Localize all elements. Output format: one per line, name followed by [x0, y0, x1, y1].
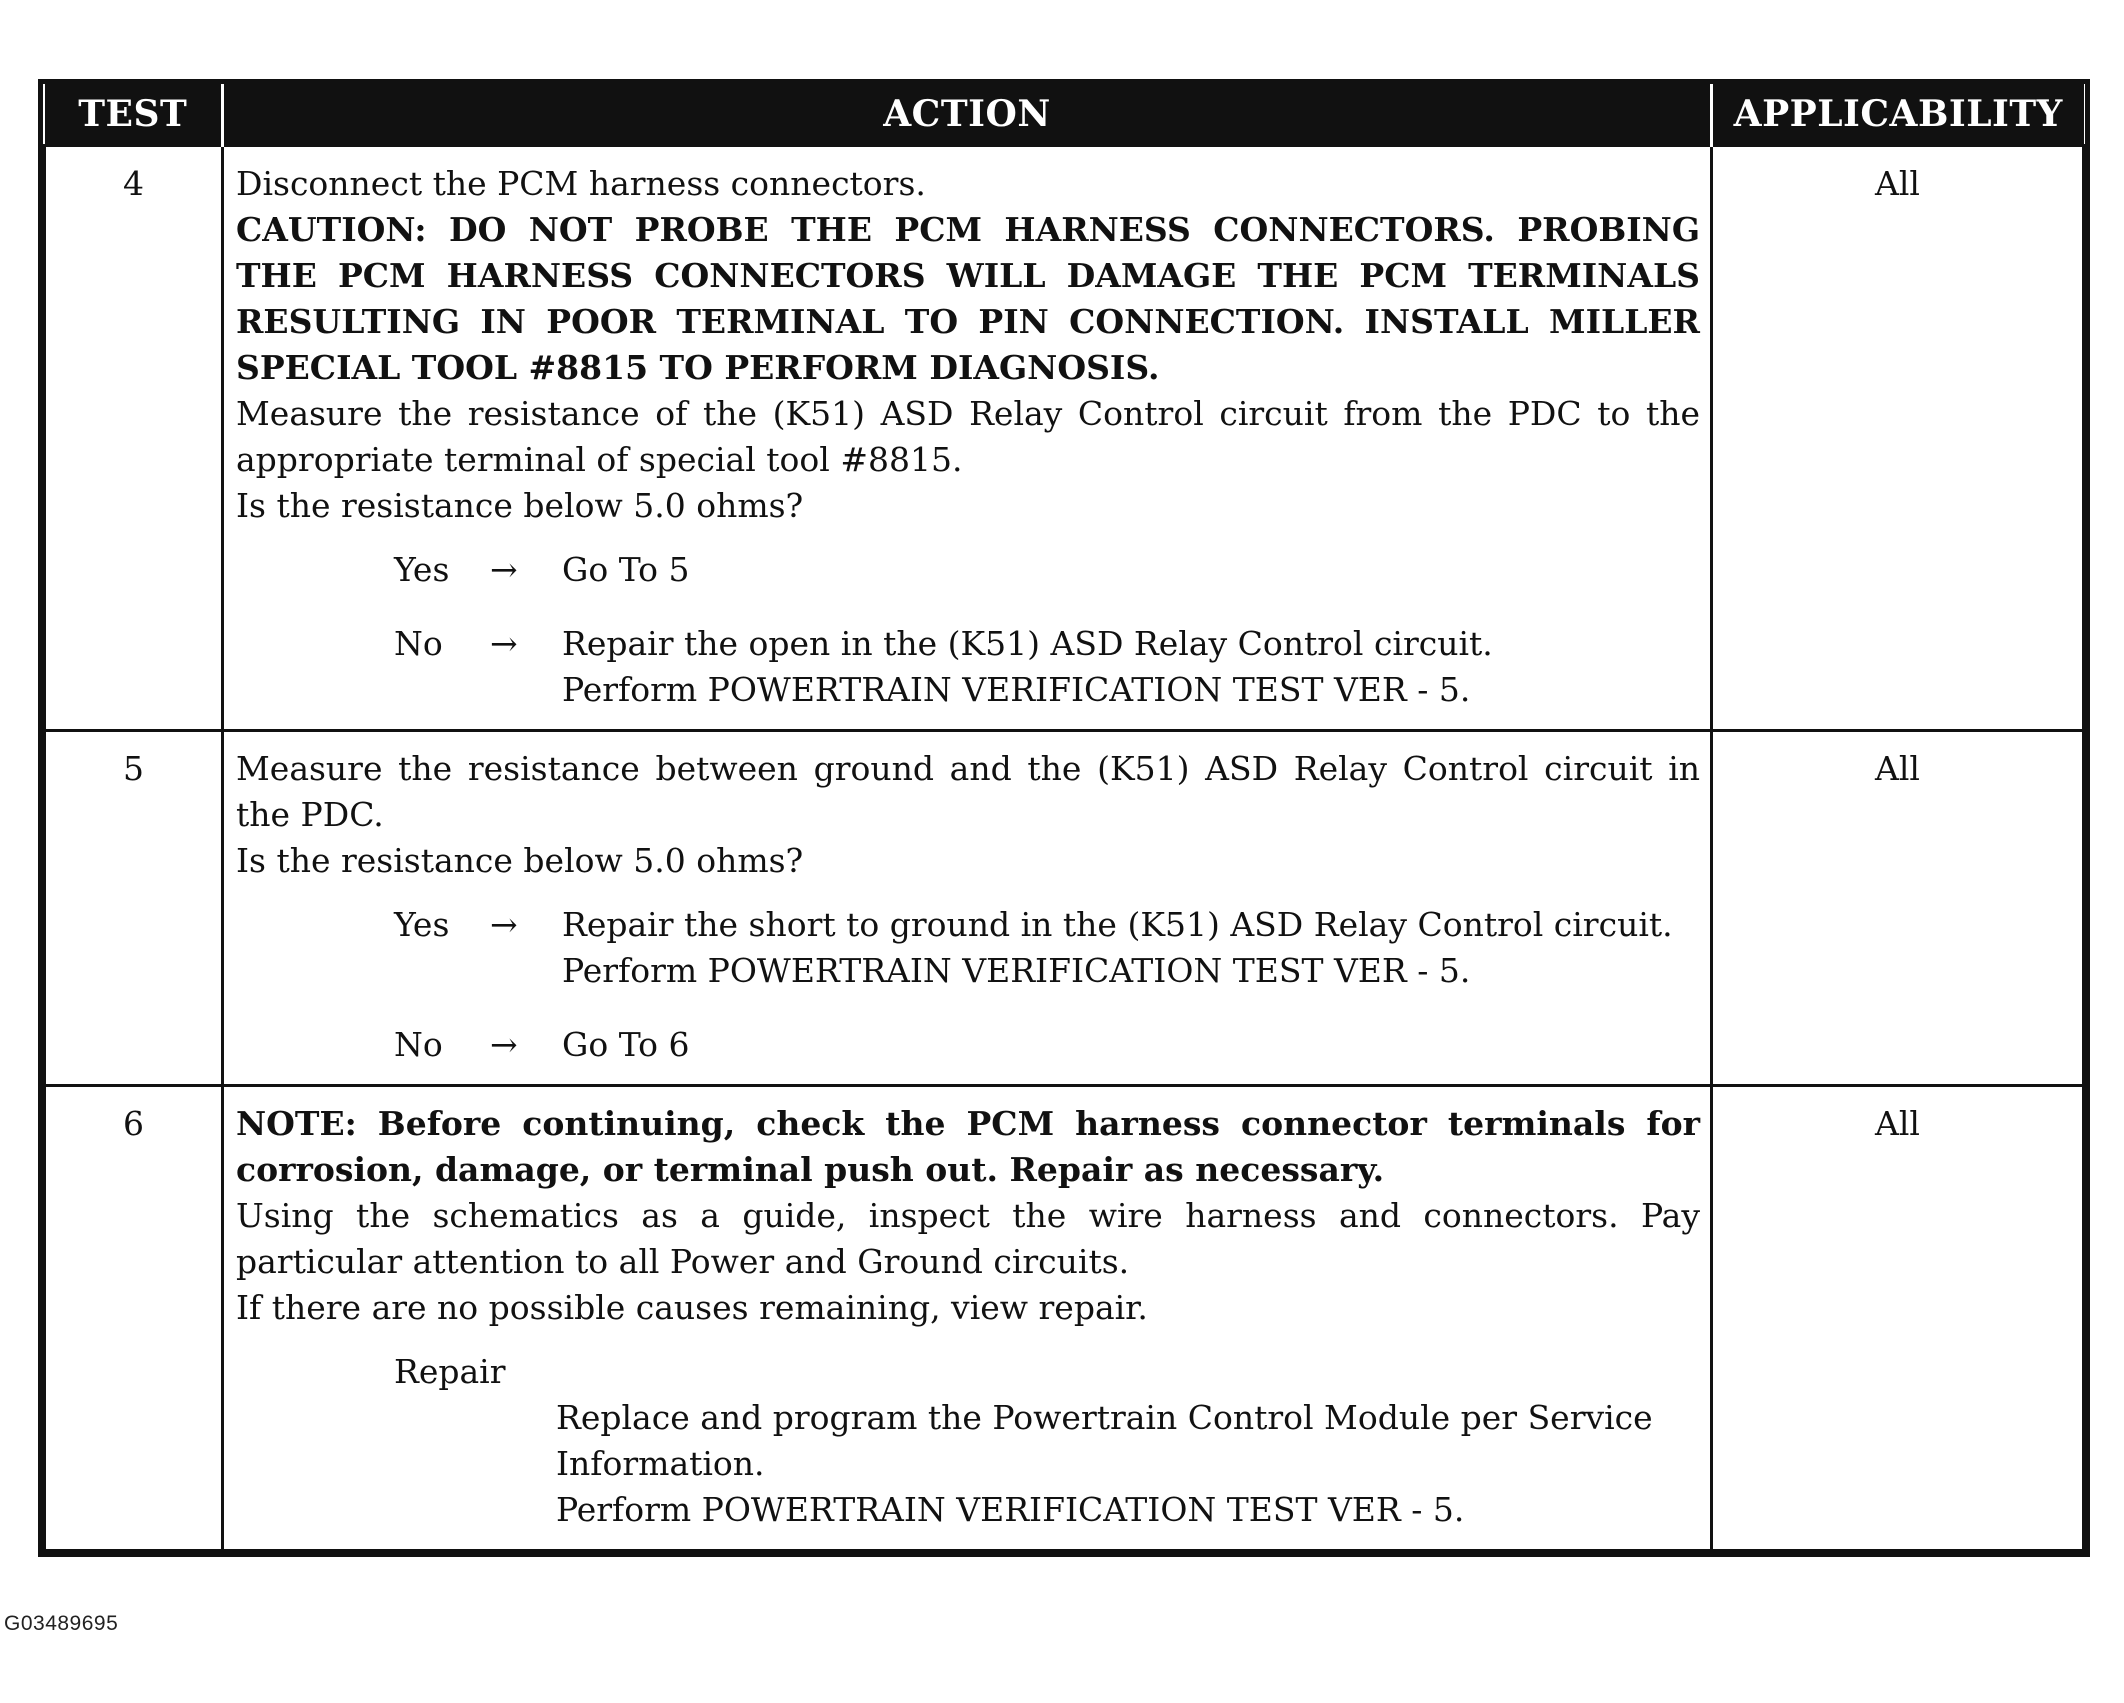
- applicability-value: All: [1712, 1086, 2084, 1551]
- step-intro: Disconnect the PCM harness connectors.: [236, 164, 926, 203]
- note-text: NOTE: Before continuing, check the PCM harness connector terminals for corrosion, damage, or terminal push out. Repair as necessary.: [236, 1104, 1700, 1189]
- branch-result-line: Perform POWERTRAIN VERIFICATION TEST VER - 5.: [562, 670, 1471, 709]
- branch-result-line: Repair the open in the (K51) ASD Relay Control circuit.: [562, 624, 1493, 663]
- action-cell: [223, 731, 1712, 1086]
- branch-result: [562, 902, 1700, 994]
- repair-line: Perform POWERTRAIN VERIFICATION TEST VER - 5.: [556, 1490, 1465, 1529]
- header-action: ACTION: [223, 84, 1712, 146]
- test-number: 6: [45, 1086, 223, 1551]
- header-row: [45, 84, 2084, 146]
- test-number: 5: [45, 731, 223, 1086]
- step-instruction: Measure the resistance between ground and the (K51) ASD Relay Control circuit in the PDC.: [236, 749, 1700, 834]
- figure-id: G03489695: [4, 1612, 119, 1635]
- applicability-value: All: [1712, 731, 2084, 1086]
- step-question: Is the resistance below 5.0 ohms?: [236, 486, 804, 525]
- branch-result-line: Repair the short to ground in the (K51) ASD Relay Control circuit.: [562, 905, 1673, 944]
- arrow-icon: →: [490, 905, 518, 944]
- step-question: If there are no possible causes remaining, view repair.: [236, 1288, 1148, 1327]
- test-number: 4: [45, 146, 223, 731]
- branch-result-line: Go To 6: [562, 1025, 690, 1064]
- branch-result: [562, 1022, 1700, 1068]
- header-applicability: APPLICABILITY: [1712, 84, 2084, 146]
- branch-answer: No: [394, 624, 443, 663]
- branch-result: [562, 547, 1700, 593]
- branch-result-line: Go To 5: [562, 550, 690, 589]
- table-row: [45, 1086, 2084, 1551]
- table-row: [45, 146, 2084, 731]
- branch-answer: Yes: [394, 550, 450, 589]
- step-question: Is the resistance below 5.0 ohms?: [236, 841, 804, 880]
- branch-yes: [394, 902, 1700, 994]
- arrow-icon: →: [490, 550, 518, 589]
- branch-no: [394, 621, 1700, 713]
- step-instruction: Measure the resistance of the (K51) ASD Relay Control circuit from the PDC to the appropriate terminal of special tool #8815.: [236, 394, 1700, 479]
- repair-line: Replace and program the Powertrain Control Module per Service Information.: [556, 1398, 1653, 1483]
- step-instruction: Using the schematics as a guide, inspect the wire harness and connectors. Pay particular attention to all Power and Ground circuits.: [236, 1196, 1700, 1281]
- arrow-icon: →: [490, 1025, 518, 1064]
- test-procedure-table: [43, 84, 2085, 1552]
- table-row: [45, 731, 2084, 1086]
- caution-text: CAUTION: DO NOT PROBE THE PCM HARNESS CONNECTORS. PROBING THE PCM HARNESS CONNECTORS WILL DAMAGE THE PCM TERMINALS RESULTING IN POOR TERMINAL TO PIN CONNECTION. INSTALL MILLER SPECIAL TOOL #8815 TO PERFORM DIAGNOSIS.: [236, 210, 1700, 387]
- applicability-value: All: [1712, 146, 2084, 731]
- branch-no: [394, 1022, 1700, 1068]
- repair-label: Repair: [394, 1352, 506, 1391]
- branch-result-line: Perform POWERTRAIN VERIFICATION TEST VER - 5.: [562, 951, 1471, 990]
- arrow-icon: →: [490, 624, 518, 663]
- header-test: TEST: [45, 84, 223, 146]
- action-cell: [223, 1086, 1712, 1551]
- branch-yes: [394, 547, 1700, 593]
- branch-result: [562, 621, 1700, 713]
- branch-answer: No: [394, 1025, 443, 1064]
- branch-answer: Yes: [394, 905, 450, 944]
- action-cell: [223, 146, 1712, 731]
- test-procedure-table-frame: [38, 79, 2090, 1557]
- repair-instructions: [556, 1395, 1700, 1533]
